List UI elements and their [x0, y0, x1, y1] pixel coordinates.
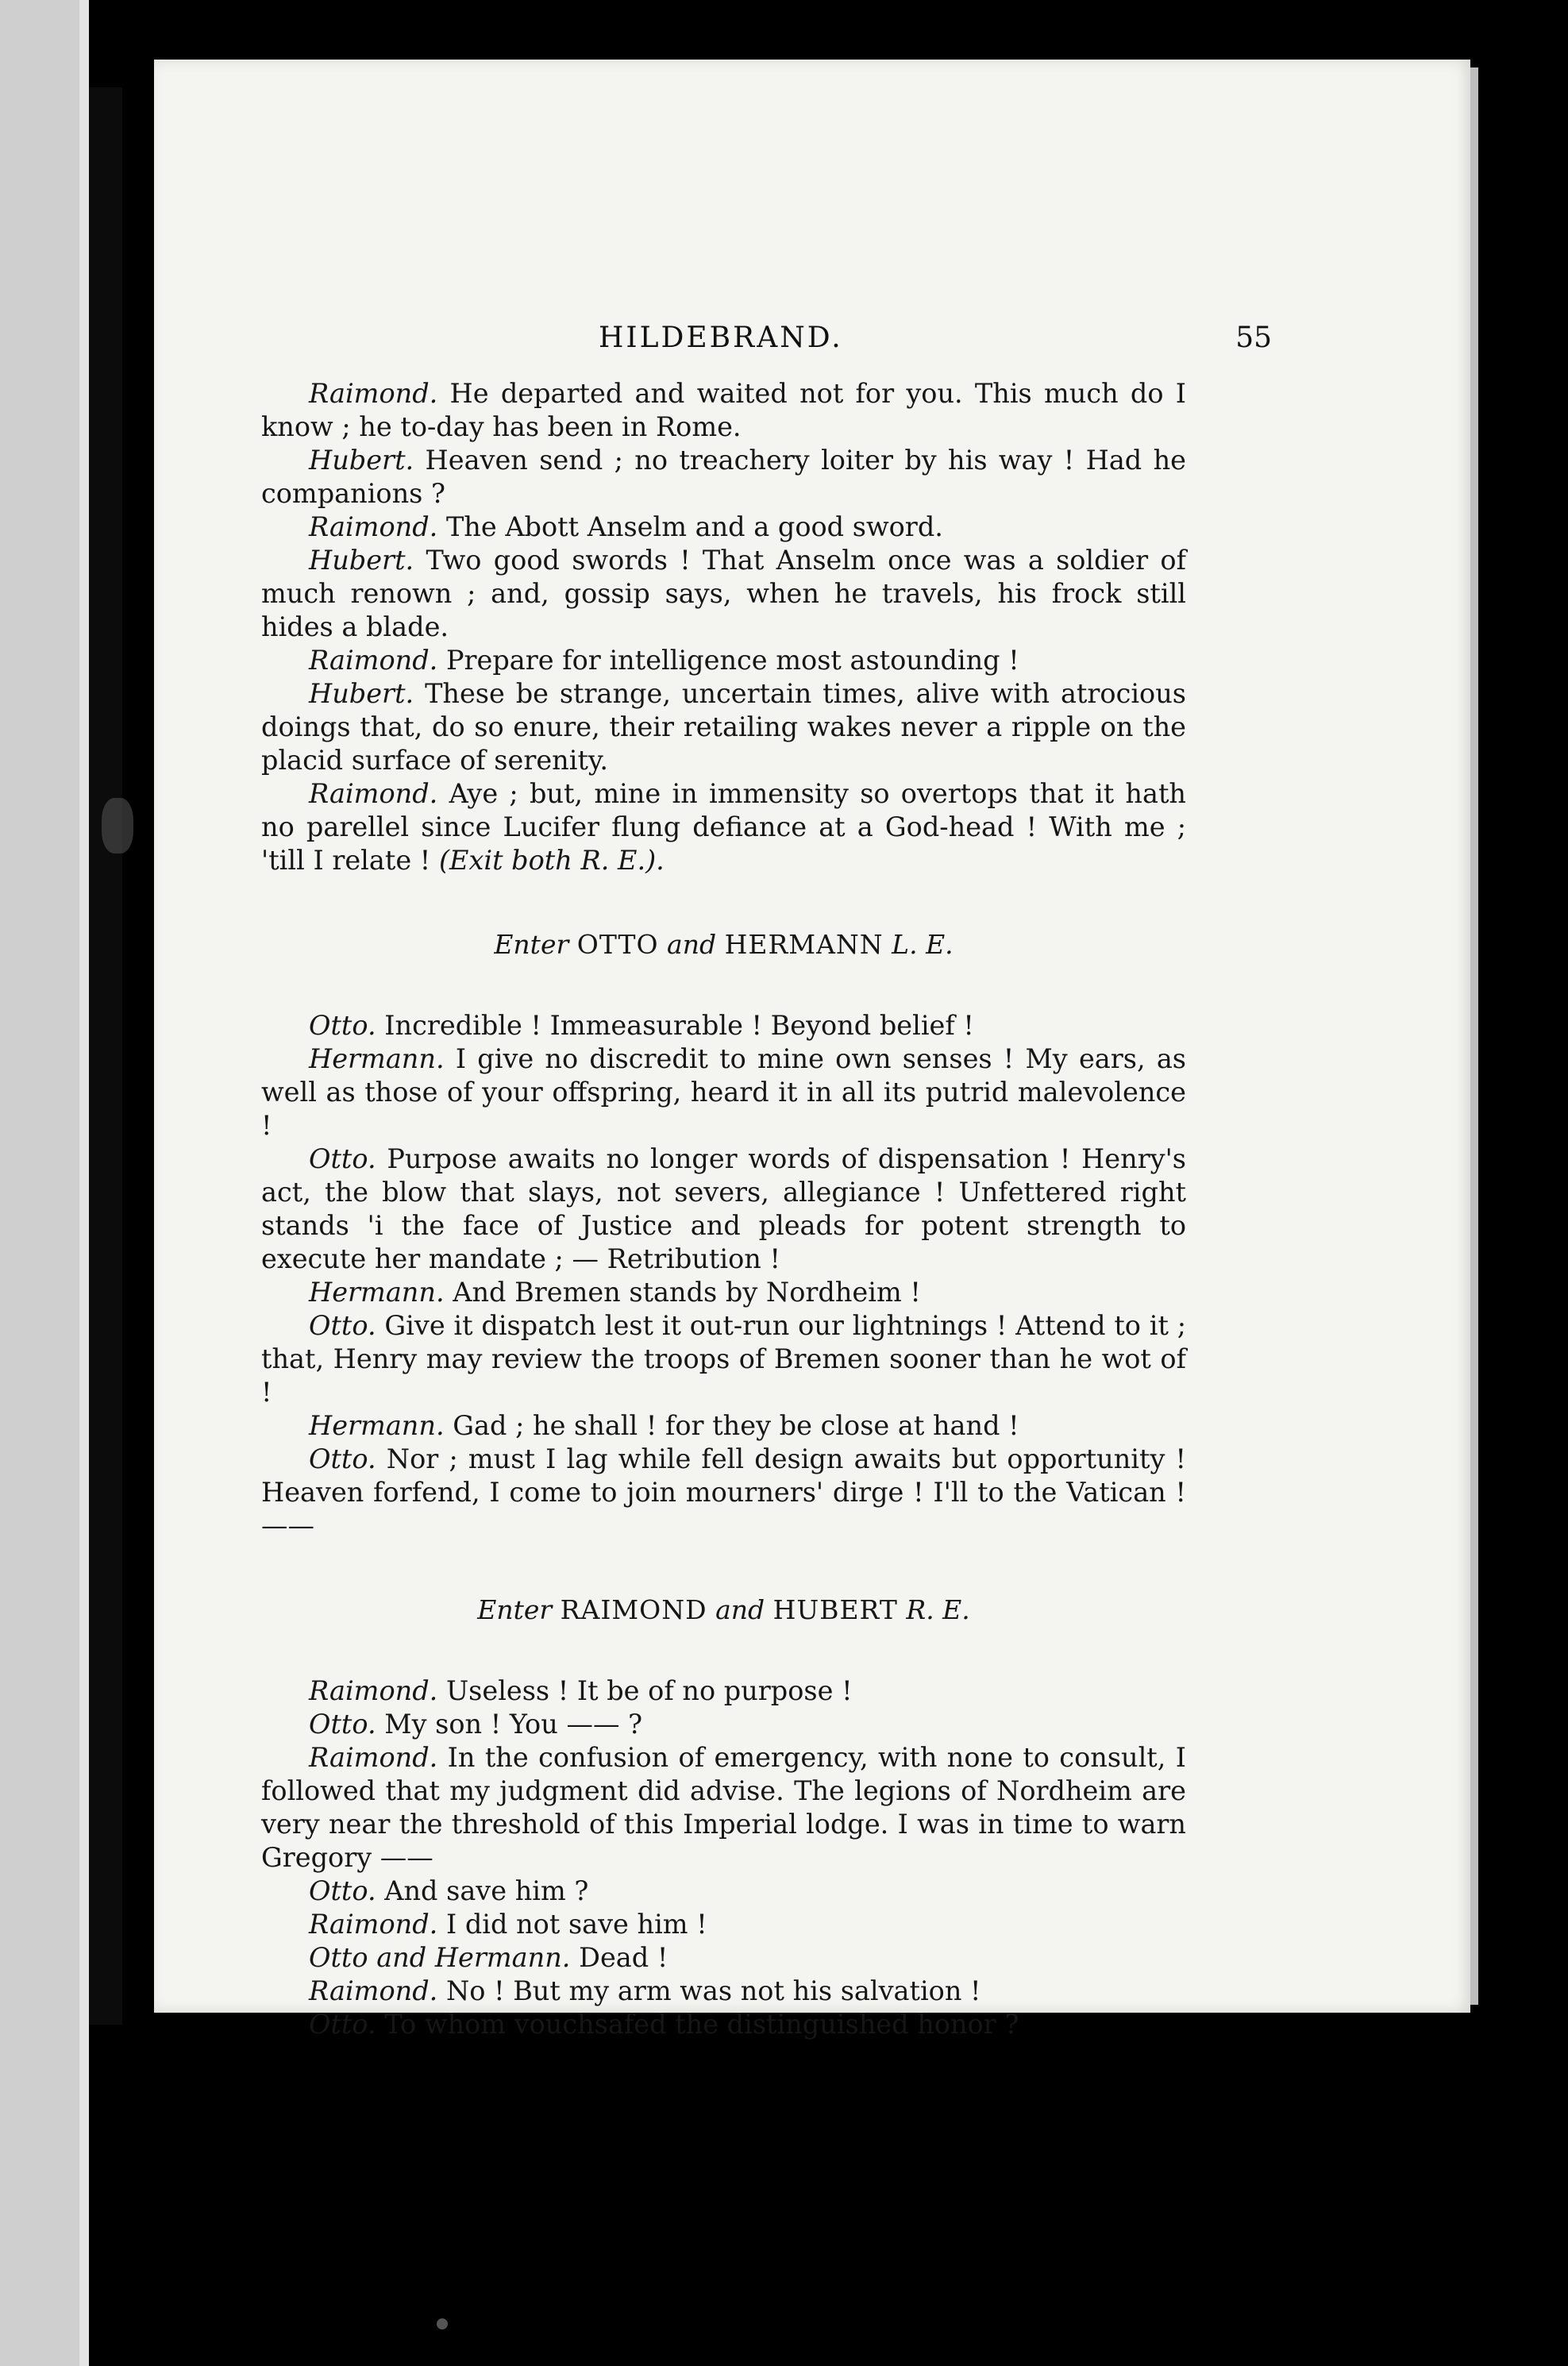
- speech-paragraph: [261, 544, 1186, 644]
- speech-paragraph: [261, 1908, 1186, 1941]
- speech-paragraph: [261, 1042, 1186, 1143]
- speech-paragraph: [261, 1875, 1186, 1908]
- speaker-name: Raimond.: [309, 1675, 438, 1706]
- facing-page-margin: [79, 0, 89, 2366]
- speech-paragraph: [261, 2008, 1186, 2041]
- page-header: [154, 322, 1470, 369]
- speech-text: I give no discredit to mine own senses ! My ears, as well as those of your offspring, heard it in all its putrid malevolence !: [261, 1043, 1186, 1141]
- speech-text: The Abott Anselm and a good sword.: [445, 511, 943, 542]
- page-number: 55: [1235, 322, 1272, 354]
- speech-text: Dead !: [579, 1942, 668, 1973]
- speaker-name: Hermann.: [309, 1277, 445, 1308]
- speech-paragraph: [261, 1975, 1186, 2008]
- speech-text: Aye ; but, mine in immensity so overtops that it hath no parellel since Lucifer flung defiance at a God-head ! With me ; 'till I relate !: [261, 778, 1186, 876]
- stage-direction: (Exit both R. E.).: [438, 845, 665, 876]
- speech-text: To whom vouchsafed the distinguished honor ?: [384, 2009, 1019, 2040]
- speech-paragraph: [261, 1443, 1186, 1543]
- page-edge-shadow: [1470, 67, 1478, 2005]
- speech-paragraph: [261, 1143, 1186, 1276]
- character-name: HUBERT: [772, 1594, 898, 1625]
- speaker-name: Otto.: [309, 1010, 376, 1041]
- speech-text: Two good swords ! That Anselm once was a soldier of much renown ; and, gossip says, when he travels, his frock still hides a blade.: [261, 545, 1186, 642]
- character-name: OTTO: [576, 929, 659, 960]
- entrance-verb: Enter: [494, 929, 569, 960]
- speech-paragraph: [261, 1941, 1186, 1975]
- speech-text: Purpose awaits no longer words of dispensation ! Henry's act, the blow that slays, not severs, allegiance ! Unfettered right stands 'i the face of Justice and pleads for potent strength to execute her mandate ; — Retribution !: [261, 1143, 1186, 1274]
- stage-entrance: [261, 1593, 1186, 1627]
- speech-text: And Bremen stands by Nordheim !: [453, 1277, 921, 1308]
- speaker-name: Otto and Hermann.: [309, 1942, 571, 1973]
- speech-paragraph: [261, 1741, 1186, 1875]
- speech-text: He departed and waited not for you. This much do I know ; he to-day has been in Rome.: [261, 378, 1186, 442]
- spine-blemish: [102, 798, 133, 854]
- speaker-name: Hubert.: [309, 545, 414, 576]
- speaker-name: Otto.: [309, 1709, 376, 1740]
- speaker-name: Raimond.: [309, 1975, 438, 2006]
- dialogue-body: [261, 377, 1186, 2041]
- speaker-name: Otto.: [309, 1875, 376, 1906]
- speaker-name: Otto.: [309, 1143, 376, 1174]
- speaker-name: Hermann.: [309, 1043, 445, 1074]
- speech-paragraph: [261, 1009, 1186, 1042]
- speech-paragraph: [261, 677, 1186, 777]
- speech-text: No ! But my arm was not his salvation !: [445, 1975, 981, 2006]
- character-name: RAIMOND: [560, 1594, 707, 1625]
- facing-page-edge: [0, 0, 89, 2366]
- speech-paragraph: [261, 1309, 1186, 1409]
- character-name: HERMANN: [724, 929, 884, 960]
- speech-text: I did not save him !: [445, 1909, 707, 1940]
- speech-paragraph: [261, 777, 1186, 877]
- speech-paragraph: [261, 444, 1186, 511]
- speaker-name: Hubert.: [309, 445, 414, 476]
- entrance-side: R. E.: [906, 1594, 970, 1625]
- speech-text: And save him ?: [384, 1875, 589, 1906]
- speech-text: In the confusion of emergency, with none to consult, I followed that my judgment did advise. The legions of Nordheim are very near the threshold of this Imperial lodge. I was in time to warn Gregory ——: [261, 1742, 1187, 1873]
- speaker-name: Otto.: [309, 2009, 376, 2040]
- speech-text: My son ! You —— ?: [384, 1709, 643, 1740]
- binding-shadow: [89, 87, 122, 2025]
- speech-text: Prepare for intelligence most astounding !: [445, 645, 1019, 676]
- speech-paragraph: [261, 644, 1186, 677]
- speech-paragraph: [261, 377, 1186, 444]
- speech-paragraph: [261, 1708, 1186, 1741]
- speech-text: Incredible ! Immeasurable ! Beyond belief !: [384, 1010, 974, 1041]
- speaker-name: Raimond.: [309, 1909, 438, 1940]
- speaker-name: Raimond.: [309, 1742, 438, 1773]
- entrance-verb: Enter: [477, 1594, 553, 1625]
- speech-text: Gad ; he shall ! for they be close at hand !: [453, 1410, 1019, 1441]
- speaker-name: Raimond.: [309, 378, 438, 409]
- speech-text: Heaven send ; no treachery loiter by his way ! Had he companions ?: [261, 445, 1187, 509]
- running-title: HILDEBRAND.: [599, 322, 843, 354]
- stage-entrance: [261, 928, 1186, 961]
- speech-text: Useless ! It be of no purpose !: [445, 1675, 853, 1706]
- speech-text: These be strange, uncertain times, alive with atrocious doings that, do so enure, their retailing wakes never a ripple on the placid surface of serenity.: [261, 678, 1186, 776]
- speaker-name: Raimond.: [309, 645, 438, 676]
- dust-speck: [437, 2318, 448, 2329]
- speaker-name: Otto.: [309, 1310, 376, 1341]
- entrance-side: L. E.: [892, 929, 954, 960]
- speech-text: Nor ; must I lag while fell design awaits but opportunity ! Heaven forfend, I come to join mourners' dirge ! I'll to the Vatican ! ——: [261, 1443, 1186, 1541]
- speech-paragraph: [261, 511, 1186, 544]
- speaker-name: Hermann.: [309, 1410, 445, 1441]
- speaker-name: Otto.: [309, 1443, 376, 1474]
- speech-paragraph: [261, 1409, 1186, 1443]
- speech-paragraph: [261, 1674, 1186, 1708]
- conjunction: and: [715, 1594, 765, 1625]
- speaker-name: Raimond.: [309, 511, 438, 542]
- conjunction: and: [667, 929, 717, 960]
- speech-text: Give it dispatch lest it out-run our lightnings ! Attend to it ; that, Henry may review the troops of Bremen sooner than he wot of !: [261, 1310, 1186, 1408]
- speaker-name: Raimond.: [309, 778, 438, 809]
- speaker-name: Hubert.: [309, 678, 414, 709]
- speech-paragraph: [261, 1276, 1186, 1309]
- book-page: [154, 60, 1470, 2040]
